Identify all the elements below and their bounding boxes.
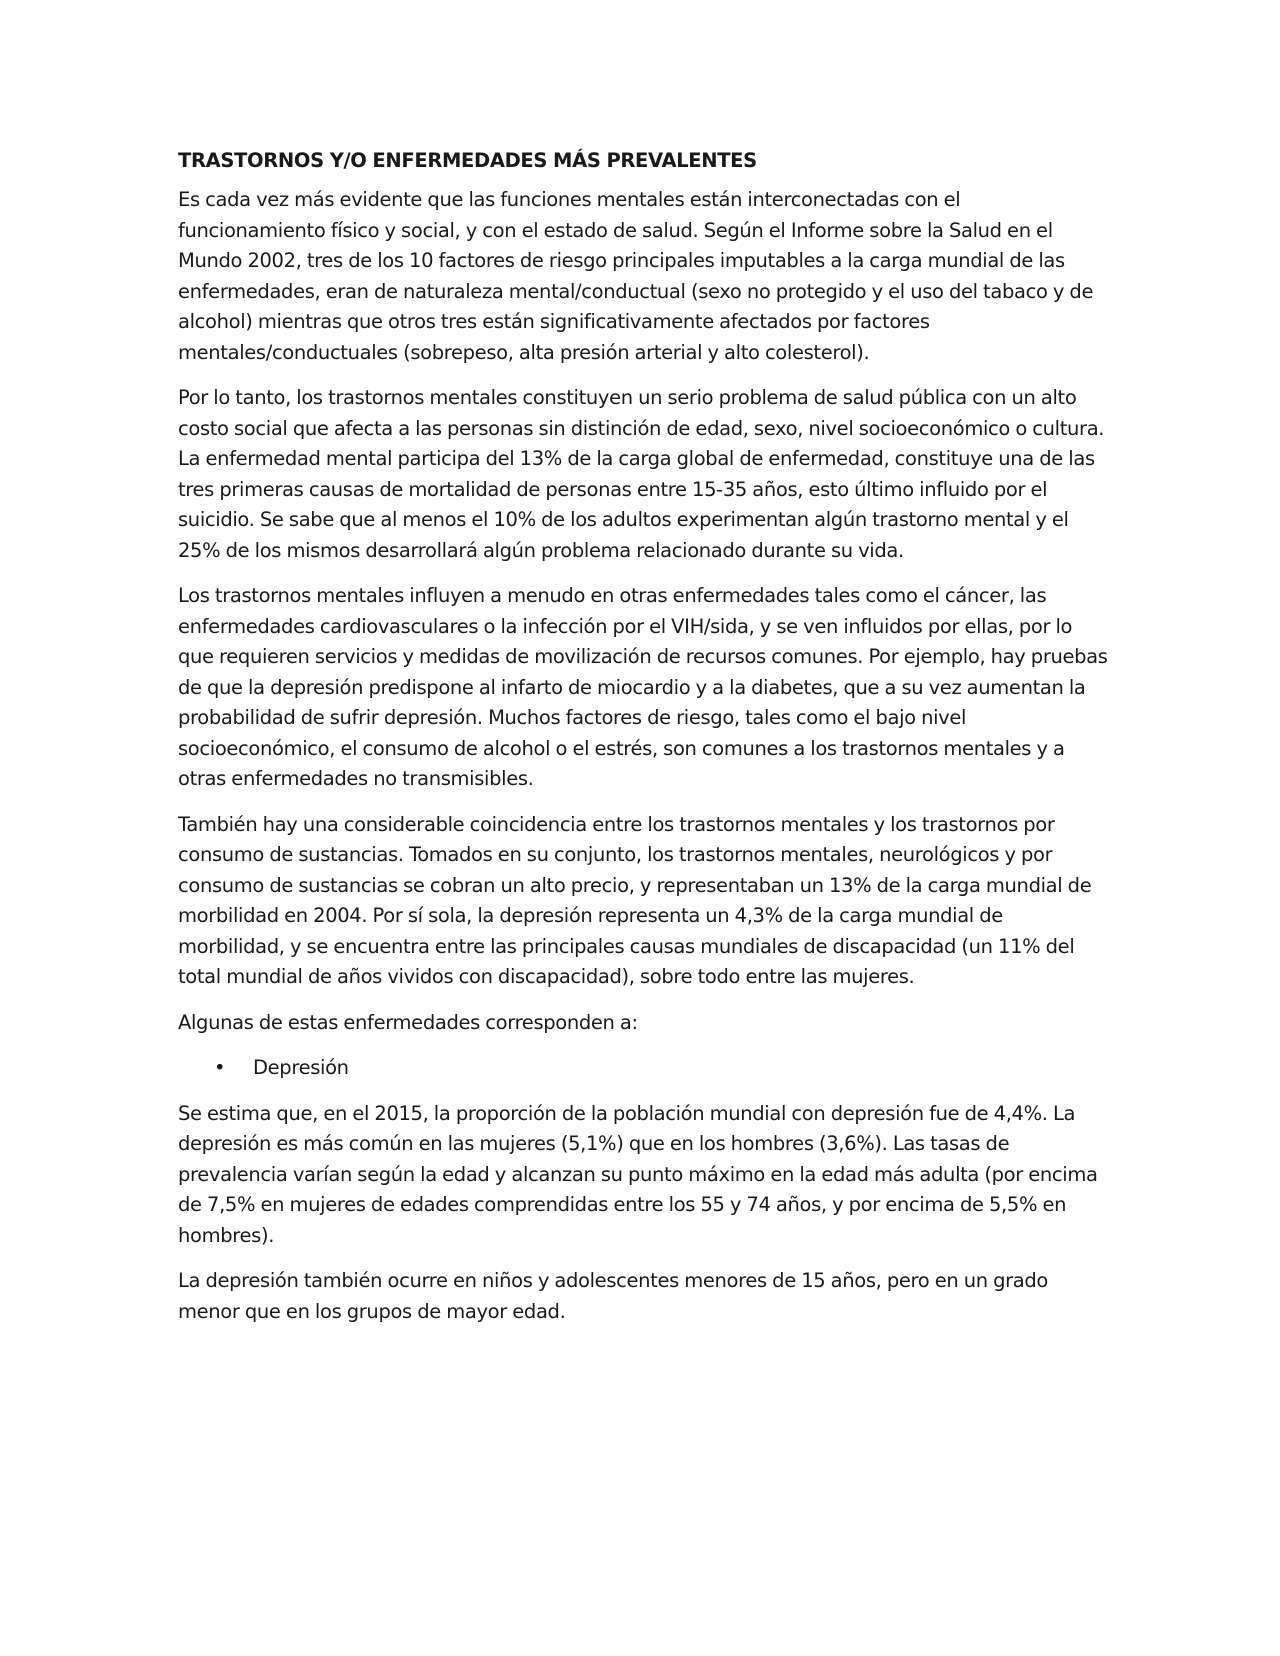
paragraph: También hay una considerable coincidencia entre los trastornos mentales y los trastornos por consumo de sustancias. Tomados en su conjunto, los trastornos mentales, neurológicos y por consumo de sustancias se cobran un alto precio, y representaban un 13% de la carga mundial de morbilidad en 2004. Por sí sola, la depresión representa un 4,3% de la carga mundial de morbilidad, y se encuentra entre las principales causas mundiales de discapacidad (un 11% del total mundial de años vividos con discapacidad), sobre todo entre las mujeres. <box>178 812 1092 988</box>
paragraph: Se estima que, en el 2015, la proporción de la población mundial con depresión fue de 4,4%. La depresión es más común en las mujeres (5,1%) que en los hombres (3,6%). Las tasas de prevalencia varían según la edad y alcanzan su punto máximo en la edad más adulta (por encima de 7,5% en mujeres de edades comprendidas entre los 55 y 74 años, y por encima de 5,5% en hombres). <box>178 1101 1098 1247</box>
bullet-icon: • <box>214 1056 226 1079</box>
bullet-list <box>178 1053 1108 1084</box>
document-body <box>178 146 1108 1342</box>
list-item <box>178 1053 1108 1084</box>
list-item-label: Depresión <box>253 1056 349 1079</box>
document-heading: TRASTORNOS Y/O ENFERMEDADES MÁS PREVALENTES <box>178 149 757 172</box>
paragraph: Los trastornos mentales influyen a menudo en otras enfermedades tales como el cáncer, las enfermedades cardiovasculares o la infección por el VIH/sida, y se ven influidos por ellas, por lo que requieren servicios y medidas de movilización de recursos comunes. Por ejemplo, hay pruebas de que la depresión predispone al infarto de miocardio y a la diabetes, que a su vez aumentan la probabilidad de sufrir depresión. Muchos factores de riesgo, tales como el bajo nivel socioeconómico, el consumo de alcohol o el estrés, son comunes a los trastornos mentales y a otras enfermedades no transmisibles. <box>178 584 1108 790</box>
paragraph: Algunas de estas enfermedades corresponden a: <box>178 1010 638 1034</box>
paragraph: Es cada vez más evidente que las funciones mentales están interconectadas con el funcionamiento físico y social, y con el estado de salud. Según el Informe sobre la Salud en el Mundo 2002, tres de los 10 factores de riesgo principales imputables a la carga mundial de las enfermedades, eran de naturaleza mental/conductual (sexo no protegido y el uso del tabaco y de alcohol) mientras que otros tres están significativamente afectados por factores mentales/conductuales (sobrepeso, alta presión arterial y alto colesterol). <box>178 188 1094 364</box>
paragraph: Por lo tanto, los trastornos mentales constituyen un serio problema de salud pública con un alto costo social que afecta a las personas sin distinción de edad, sexo, nivel socioeconómico o cultura. La enfermedad mental participa del 13% de la carga global de enfermedad, constituye una de las tres primeras causas de mortalidad de personas entre 15-35 años, esto último influido por el suicidio. Se sabe que al menos el 10% de los adultos experimentan algún trastorno mental y el 25% de los mismos desarrollará algún problema relacionado durante su vida. <box>178 386 1105 562</box>
paragraph: La depresión también ocurre en niños y adolescentes menores de 15 años, pero en un grado menor que en los grupos de mayor edad. <box>178 1269 1048 1323</box>
